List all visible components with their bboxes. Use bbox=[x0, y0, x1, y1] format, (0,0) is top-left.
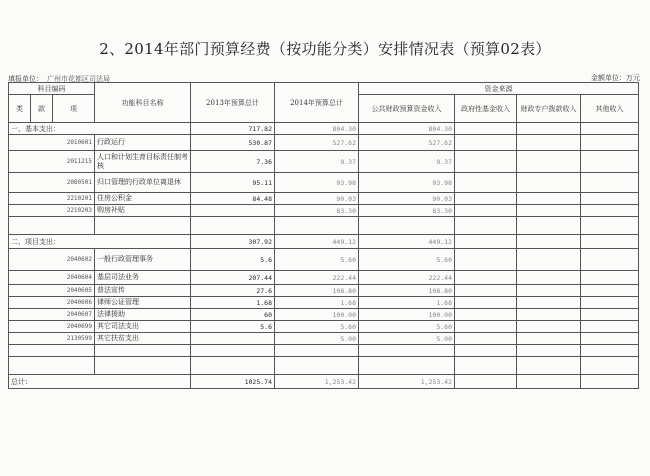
table-row bbox=[9, 297, 639, 309]
value-gov-fund bbox=[455, 151, 517, 173]
blank-cell bbox=[359, 345, 455, 357]
subject-code: 2040699 bbox=[9, 321, 95, 333]
subject-name: 基层司法业务 bbox=[95, 271, 191, 285]
subject-code: 2040604 bbox=[9, 271, 95, 285]
subject-code: 2040607 bbox=[9, 309, 95, 321]
value-public-budget: 222.44 bbox=[359, 271, 455, 285]
value-2013: 95.11 bbox=[191, 173, 275, 193]
blank-code bbox=[9, 345, 95, 357]
value-2013: 84.48 bbox=[191, 193, 275, 205]
value-2014: 222.44 bbox=[275, 271, 359, 285]
value-gov-fund bbox=[455, 271, 517, 285]
value-2013: 1025.74 bbox=[191, 375, 275, 389]
value-public-budget: 90.03 bbox=[359, 193, 455, 205]
value-public-budget: 5.60 bbox=[359, 321, 455, 333]
value-gov-fund bbox=[455, 375, 517, 389]
value-special-fund bbox=[517, 333, 581, 345]
total-2013-header: 2013年预算总计 bbox=[191, 83, 275, 123]
value-2014: 100.00 bbox=[275, 309, 359, 321]
value-gov-fund bbox=[455, 333, 517, 345]
value-special-fund bbox=[517, 193, 581, 205]
value-public-budget: 9.37 bbox=[359, 151, 455, 173]
value-2014: 5.00 bbox=[275, 333, 359, 345]
blank-cell bbox=[517, 217, 581, 235]
value-public-budget: 93.98 bbox=[359, 173, 455, 193]
value-2013: 27.6 bbox=[191, 285, 275, 297]
value-2014: 83.30 bbox=[275, 205, 359, 217]
subject-name: 行政运行 bbox=[95, 135, 191, 151]
value-other bbox=[581, 123, 639, 135]
blank-name bbox=[95, 217, 191, 235]
lei-header: 类 bbox=[9, 95, 31, 123]
blank-cell bbox=[517, 345, 581, 357]
table-body bbox=[9, 123, 639, 389]
value-public-budget: 1,253.42 bbox=[359, 375, 455, 389]
value-2013 bbox=[191, 333, 275, 345]
blank-row bbox=[9, 357, 639, 375]
value-2014: 90.03 bbox=[275, 193, 359, 205]
value-other bbox=[581, 249, 639, 271]
value-special-fund bbox=[517, 235, 581, 249]
value-gov-fund bbox=[455, 135, 517, 151]
public-budget-header: 公共财政预算资金收入 bbox=[359, 95, 455, 123]
value-gov-fund bbox=[455, 205, 517, 217]
blank-cell bbox=[359, 217, 455, 235]
value-2013 bbox=[191, 205, 275, 217]
subject-code: 2040602 bbox=[9, 249, 95, 271]
subject-name: 律师公证管理 bbox=[95, 297, 191, 309]
total-row bbox=[9, 375, 639, 389]
blank-cell bbox=[455, 357, 517, 375]
value-2013: 5.6 bbox=[191, 321, 275, 333]
table-row bbox=[9, 271, 639, 285]
subject-code: 2210201 bbox=[9, 193, 95, 205]
value-2013: 307.92 bbox=[191, 235, 275, 249]
value-gov-fund bbox=[455, 123, 517, 135]
value-gov-fund bbox=[455, 235, 517, 249]
value-2014: 93.98 bbox=[275, 173, 359, 193]
blank-cell bbox=[581, 217, 639, 235]
blank-row bbox=[9, 217, 639, 235]
value-2014: 449.12 bbox=[275, 235, 359, 249]
section-row bbox=[9, 235, 639, 249]
table-row bbox=[9, 285, 639, 297]
value-special-fund bbox=[517, 321, 581, 333]
subject-name: 法律援助 bbox=[95, 309, 191, 321]
subject-code: 2130599 bbox=[9, 333, 95, 345]
value-gov-fund bbox=[455, 173, 517, 193]
blank-cell bbox=[455, 345, 517, 357]
amount-unit: 金额单位：万元 bbox=[591, 74, 640, 82]
subject-name: 一般行政管理事务 bbox=[95, 249, 191, 271]
special-fund-header: 财政专户拨款收入 bbox=[517, 95, 581, 123]
blank-cell bbox=[581, 357, 639, 375]
subject-code: 2210203 bbox=[9, 205, 95, 217]
section-label: 一、基本支出： bbox=[9, 123, 191, 135]
kuan-header: 款 bbox=[31, 95, 53, 123]
value-gov-fund bbox=[455, 285, 517, 297]
unit-name: 广州市花都区司法局 bbox=[47, 75, 110, 83]
table-row bbox=[9, 249, 639, 271]
value-special-fund bbox=[517, 205, 581, 217]
value-special-fund bbox=[517, 123, 581, 135]
table-row bbox=[9, 205, 639, 217]
subject-name: 其它司法支出 bbox=[95, 321, 191, 333]
value-other bbox=[581, 375, 639, 389]
value-public-budget: 100.00 bbox=[359, 309, 455, 321]
subject-code: 2040606 bbox=[9, 297, 95, 309]
value-gov-fund bbox=[455, 297, 517, 309]
value-2013: 530.87 bbox=[191, 135, 275, 151]
value-special-fund bbox=[517, 297, 581, 309]
unit-label: 填报单位： bbox=[8, 75, 43, 83]
value-2014: 108.80 bbox=[275, 285, 359, 297]
subject-name: 普法宣传 bbox=[95, 285, 191, 297]
value-other bbox=[581, 135, 639, 151]
page-title: 2、2014年部门预算经费（按功能分类）安排情况表（预算02表） bbox=[99, 40, 551, 58]
total-2014-header: 2014年预算总计 bbox=[275, 83, 359, 123]
table-row bbox=[9, 151, 639, 173]
blank-name bbox=[95, 345, 191, 357]
budget-table bbox=[8, 82, 639, 389]
table-row bbox=[9, 309, 639, 321]
xiang-header: 项 bbox=[53, 95, 95, 123]
value-2014: 9.37 bbox=[275, 151, 359, 173]
blank-cell bbox=[517, 357, 581, 375]
value-public-budget: 804.30 bbox=[359, 123, 455, 135]
blank-cell bbox=[275, 217, 359, 235]
section-label: 总计： bbox=[9, 375, 191, 389]
value-other bbox=[581, 235, 639, 249]
value-public-budget: 527.62 bbox=[359, 135, 455, 151]
value-2013: 207.44 bbox=[191, 271, 275, 285]
blank-cell bbox=[191, 357, 275, 375]
table-row bbox=[9, 135, 639, 151]
value-public-budget: 5.00 bbox=[359, 333, 455, 345]
blank-cell bbox=[275, 357, 359, 375]
section-label: 二、项目支出： bbox=[9, 235, 191, 249]
other-income-header: 其他收入 bbox=[581, 95, 639, 123]
blank-cell bbox=[191, 217, 275, 235]
value-2014: 1.68 bbox=[275, 297, 359, 309]
gov-fund-header: 政府性基金收入 bbox=[455, 95, 517, 123]
value-2014: 804.30 bbox=[275, 123, 359, 135]
value-special-fund bbox=[517, 309, 581, 321]
subject-name: 其它扶贫支出 bbox=[95, 333, 191, 345]
value-other bbox=[581, 321, 639, 333]
subject-code: 2040605 bbox=[9, 285, 95, 297]
subject-name: 人口和计划生育目标责任制考核 bbox=[95, 151, 191, 173]
value-2013: 5.6 bbox=[191, 249, 275, 271]
subject-code-header: 科目编码 bbox=[9, 83, 95, 95]
value-other bbox=[581, 205, 639, 217]
value-other bbox=[581, 285, 639, 297]
value-public-budget: 5.60 bbox=[359, 249, 455, 271]
blank-code bbox=[9, 217, 95, 235]
value-other bbox=[581, 309, 639, 321]
blank-name bbox=[95, 357, 191, 375]
blank-cell bbox=[359, 357, 455, 375]
value-special-fund bbox=[517, 285, 581, 297]
subject-code: 2080501 bbox=[9, 173, 95, 193]
table-row bbox=[9, 333, 639, 345]
value-other bbox=[581, 297, 639, 309]
value-special-fund bbox=[517, 173, 581, 193]
blank-cell bbox=[191, 345, 275, 357]
value-other bbox=[581, 333, 639, 345]
subject-name-header: 功能科目名称 bbox=[95, 83, 191, 123]
value-2014: 5.60 bbox=[275, 249, 359, 271]
subject-code: 2010601 bbox=[9, 135, 95, 151]
value-2014: 527.62 bbox=[275, 135, 359, 151]
table-row bbox=[9, 321, 639, 333]
value-special-fund bbox=[517, 151, 581, 173]
value-other bbox=[581, 193, 639, 205]
value-special-fund bbox=[517, 271, 581, 285]
value-public-budget: 1.68 bbox=[359, 297, 455, 309]
value-other bbox=[581, 271, 639, 285]
value-2013: 60 bbox=[191, 309, 275, 321]
value-2014: 5.60 bbox=[275, 321, 359, 333]
blank-cell bbox=[581, 345, 639, 357]
value-gov-fund bbox=[455, 193, 517, 205]
blank-row bbox=[9, 345, 639, 357]
value-special-fund bbox=[517, 375, 581, 389]
value-other bbox=[581, 151, 639, 173]
table-row bbox=[9, 173, 639, 193]
value-public-budget: 449.12 bbox=[359, 235, 455, 249]
value-other bbox=[581, 173, 639, 193]
value-special-fund bbox=[517, 249, 581, 271]
value-2014: 1,253.42 bbox=[275, 375, 359, 389]
value-gov-fund bbox=[455, 321, 517, 333]
value-2013: 1.68 bbox=[191, 297, 275, 309]
subject-name: 归口管理的行政单位离退休 bbox=[95, 173, 191, 193]
section-row bbox=[9, 123, 639, 135]
header-row-1 bbox=[9, 83, 639, 95]
value-public-budget: 108.80 bbox=[359, 285, 455, 297]
blank-code bbox=[9, 357, 95, 375]
value-special-fund bbox=[517, 135, 581, 151]
blank-cell bbox=[275, 345, 359, 357]
value-2013: 717.82 bbox=[191, 123, 275, 135]
funding-source-header: 资金来源 bbox=[359, 83, 639, 95]
table-row bbox=[9, 193, 639, 205]
value-gov-fund bbox=[455, 249, 517, 271]
subject-name: 住房公积金 bbox=[95, 193, 191, 205]
subject-code: 2011215 bbox=[9, 151, 95, 173]
subject-name: 购房补贴 bbox=[95, 205, 191, 217]
value-gov-fund bbox=[455, 309, 517, 321]
blank-cell bbox=[455, 217, 517, 235]
value-2013: 7.36 bbox=[191, 151, 275, 173]
value-public-budget: 83.30 bbox=[359, 205, 455, 217]
